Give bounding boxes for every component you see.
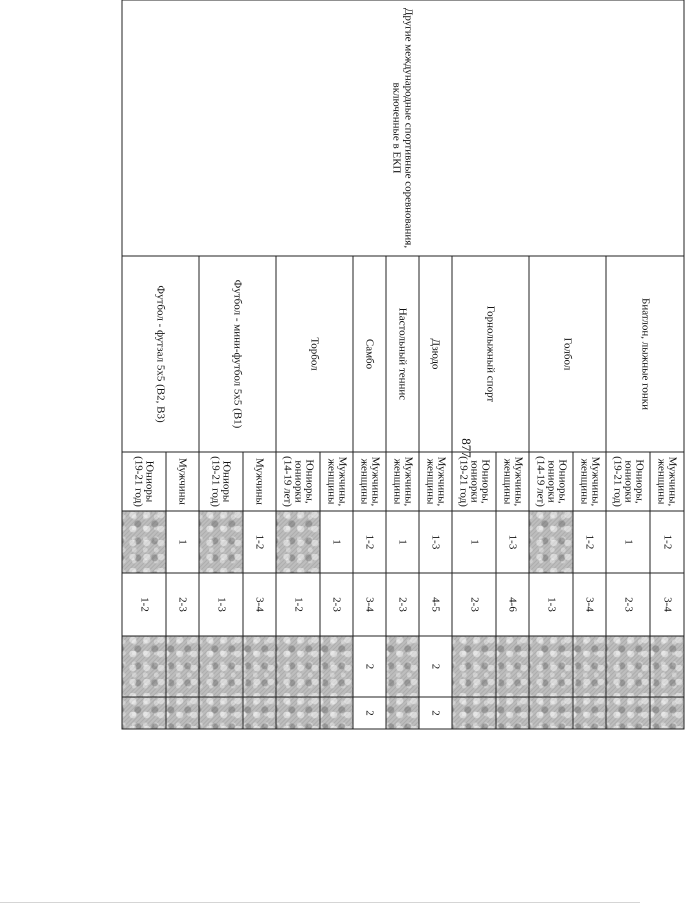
- value-cell: 2: [419, 697, 452, 729]
- value-cell: [606, 636, 650, 697]
- place-range-cell: 3-4: [353, 573, 386, 636]
- category-cell: Мужчины, женщины: [320, 452, 353, 511]
- place-range-cell: 2-3: [606, 573, 650, 636]
- value-cell: [166, 636, 199, 697]
- place-range-cell: 4-5: [419, 573, 452, 636]
- place-range-cell: 1: [606, 511, 650, 573]
- place-range-cell: 3-4: [243, 573, 276, 636]
- value-cell: [243, 697, 276, 729]
- place-range-cell: [199, 511, 243, 573]
- table-body: [122, 0, 684, 729]
- value-cell: [452, 636, 496, 697]
- category-cell: Юниоры, юниорки (19-21 год): [606, 452, 650, 511]
- place-range-cell: 1-3: [496, 511, 529, 573]
- value-cell: [573, 697, 606, 729]
- value-cell: [573, 636, 606, 697]
- sport-name-cell: Настольный теннис: [386, 256, 419, 452]
- place-range-cell: 1-3: [419, 511, 452, 573]
- place-range-cell: 1-2: [573, 511, 606, 573]
- group-label-cell: Другие международные спортивные соревнования, включенные в ЕКП: [122, 0, 684, 256]
- place-range-cell: 1: [386, 511, 419, 573]
- scan-edge-line: [0, 902, 640, 903]
- sport-name-cell: Биатлон, лыжные гонки: [606, 256, 684, 452]
- rotated-table-wrapper: [133, 0, 685, 729]
- place-range-cell: 1: [452, 511, 496, 573]
- value-cell: [496, 697, 529, 729]
- sport-name-cell: Горнолыжный спорт: [452, 256, 529, 452]
- category-cell: Мужчины: [243, 452, 276, 511]
- value-cell: [122, 636, 166, 697]
- place-range-cell: 2-3: [452, 573, 496, 636]
- place-range-cell: 1-3: [199, 573, 243, 636]
- place-range-cell: 3-4: [650, 573, 684, 636]
- sport-name-cell: Голбол: [529, 256, 606, 452]
- place-range-cell: 2-3: [320, 573, 353, 636]
- place-range-cell: 1: [320, 511, 353, 573]
- place-range-cell: 1-3: [529, 573, 573, 636]
- value-cell: [122, 697, 166, 729]
- category-cell: Мужчины, женщины: [386, 452, 419, 511]
- value-cell: [199, 636, 243, 697]
- place-range-cell: 1-2: [650, 511, 684, 573]
- place-range-cell: [276, 511, 320, 573]
- value-cell: [650, 697, 684, 729]
- value-cell: [529, 636, 573, 697]
- category-cell: Мужчины, женщины: [419, 452, 452, 511]
- category-cell: Юниоры, юниорки (14-19 лет): [276, 452, 320, 511]
- sport-name-cell: Футбол - мини-футбол 5х5 (В1): [199, 256, 276, 452]
- place-range-cell: 3-4: [573, 573, 606, 636]
- value-cell: 2: [353, 636, 386, 697]
- value-cell: [386, 697, 419, 729]
- sport-name-cell: Дзюдо: [419, 256, 452, 452]
- category-cell: Мужчины, женщины: [496, 452, 529, 511]
- value-cell: [166, 697, 199, 729]
- category-cell: Мужчины: [166, 452, 199, 511]
- place-range-cell: 1: [166, 511, 199, 573]
- value-cell: [386, 636, 419, 697]
- category-cell: Мужчины, женщины: [650, 452, 684, 511]
- value-cell: [320, 697, 353, 729]
- place-range-cell: 2-3: [166, 573, 199, 636]
- place-range-cell: 1-2: [276, 573, 320, 636]
- value-cell: 2: [353, 697, 386, 729]
- value-cell: [276, 697, 320, 729]
- sport-name-cell: Торбол: [276, 256, 353, 452]
- competition-table: [122, 0, 685, 730]
- value-cell: [276, 636, 320, 697]
- place-range-cell: [529, 511, 573, 573]
- value-cell: [606, 697, 650, 729]
- place-range-cell: [122, 511, 166, 573]
- category-cell: Юниоры, юниорки (14-19 лет): [529, 452, 573, 511]
- category-cell: Юниоры, юниорки (19-21 год): [452, 452, 496, 511]
- value-cell: [199, 697, 243, 729]
- place-range-cell: 1-2: [243, 511, 276, 573]
- value-cell: [529, 697, 573, 729]
- page-number: 877: [459, 438, 474, 458]
- category-cell: Мужчины, женщины: [573, 452, 606, 511]
- place-range-cell: 2-3: [386, 573, 419, 636]
- value-cell: [452, 697, 496, 729]
- sport-name-cell: Футбол - футзал 5х5 (В2, В3): [122, 256, 199, 452]
- category-cell: Мужчины, женщины: [353, 452, 386, 511]
- table-row: [650, 0, 684, 729]
- category-cell: Юниоры (19-21 год): [199, 452, 243, 511]
- value-cell: [243, 636, 276, 697]
- value-cell: [496, 636, 529, 697]
- sport-name-cell: Самбо: [353, 256, 386, 452]
- value-cell: 2: [419, 636, 452, 697]
- value-cell: [320, 636, 353, 697]
- value-cell: [650, 636, 684, 697]
- place-range-cell: 4-6: [496, 573, 529, 636]
- place-range-cell: 1-2: [122, 573, 166, 636]
- category-cell: Юниоры (19-21 год): [122, 452, 166, 511]
- place-range-cell: 1-2: [353, 511, 386, 573]
